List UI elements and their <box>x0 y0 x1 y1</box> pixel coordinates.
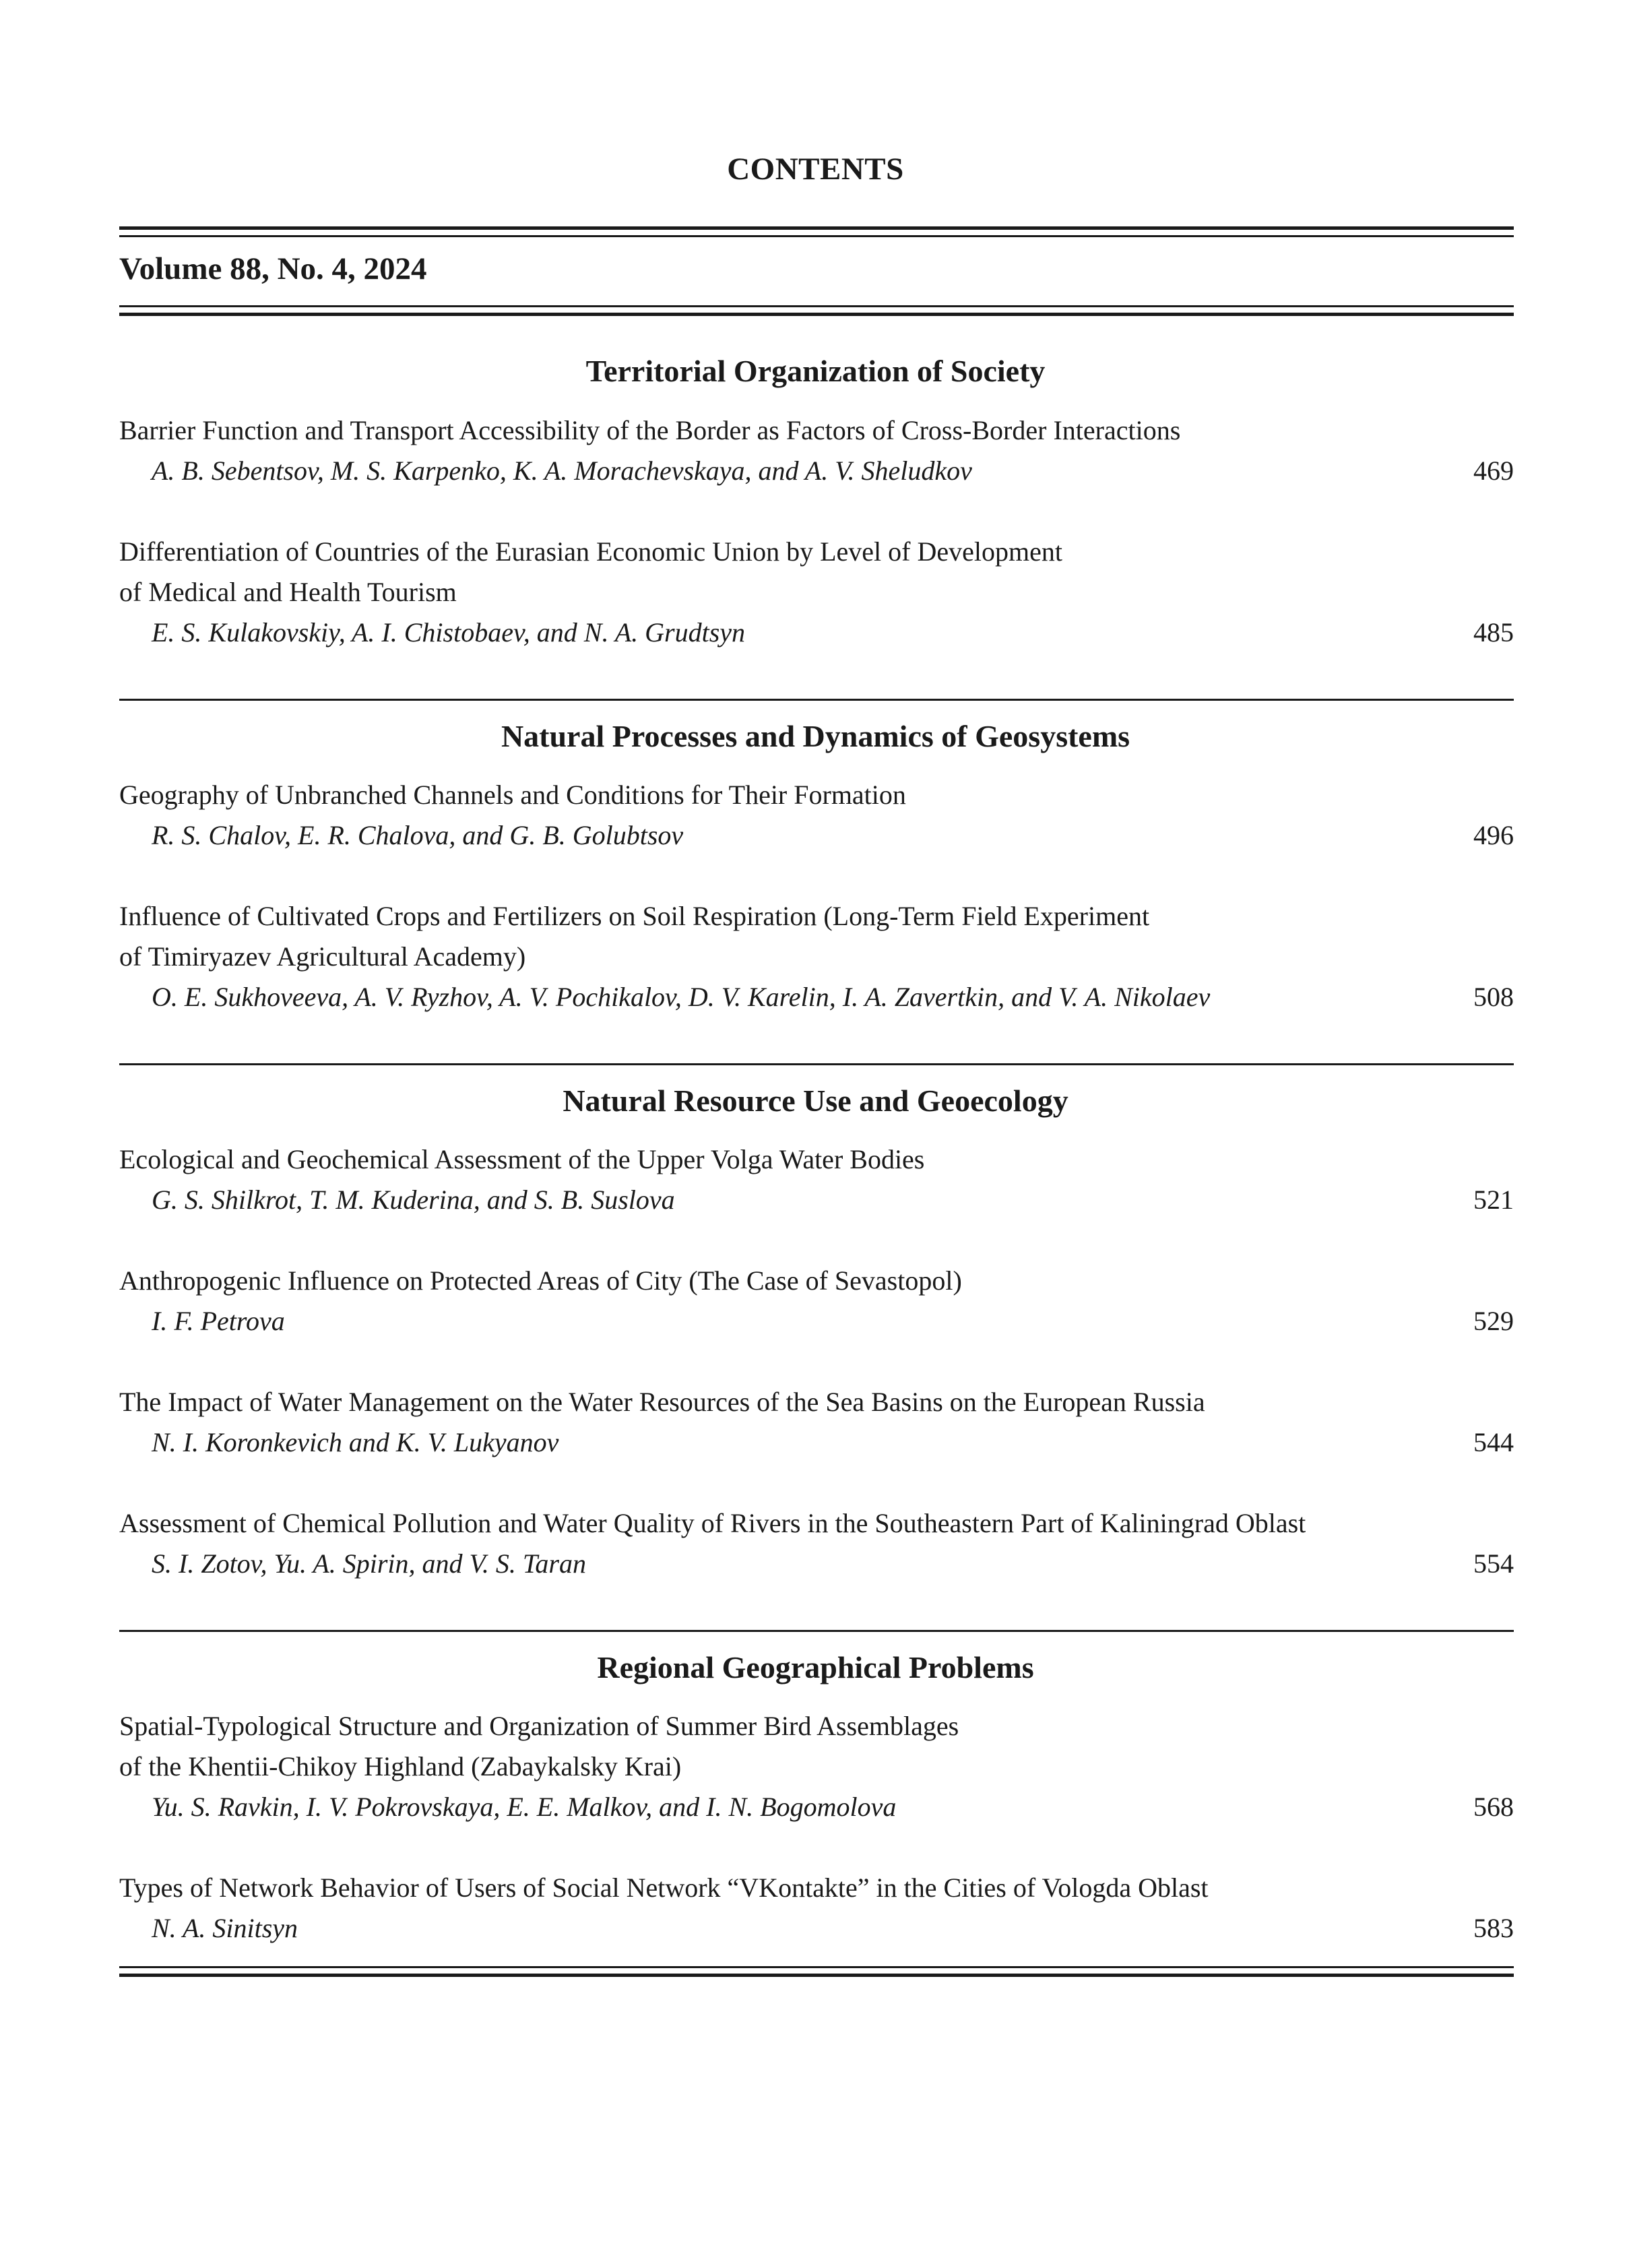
page-number: 554 <box>1473 1548 1514 1579</box>
page-title: CONTENTS <box>727 152 904 187</box>
section-heading: Natural Resource Use and Geoecology <box>563 1083 1068 1118</box>
page-number: 508 <box>1473 982 1514 1012</box>
article-authors: I. F. Petrova <box>152 1306 285 1336</box>
page-number: 485 <box>1473 617 1514 648</box>
article-title: of the Khentii-Chikoy Highland (Zabaykalsky Krai) <box>119 1751 682 1782</box>
article-title: Spatial-Typological Structure and Organization of Summer Bird Assemblages <box>119 1711 959 1741</box>
page-number: 568 <box>1473 1792 1514 1822</box>
article-title: Ecological and Geochemical Assessment of the Upper Volga Water Bodies <box>119 1144 925 1174</box>
article-authors: E. S. Kulakovskiy, A. I. Chistobaev, and N. A. Grudtsyn <box>152 617 746 648</box>
article-title: Assessment of Chemical Pollution and Water Quality of Rivers in the Southeastern Part of Kaliningrad Oblast <box>119 1508 1306 1538</box>
section-heading: Territorial Organization of Society <box>585 354 1046 388</box>
article-title: of Medical and Health Tourism <box>119 577 457 607</box>
section-heading: Natural Processes and Dynamics of Geosystems <box>501 719 1130 753</box>
divider-volume-1 <box>119 305 1514 307</box>
article-title: of Timiryazev Agricultural Academy) <box>119 941 526 972</box>
article-title: Anthropogenic Influence on Protected Areas of City (The Case of Sevastopol) <box>119 1265 962 1296</box>
article-authors: G. S. Shilkrot, T. M. Kuderina, and S. B. Suslova <box>152 1185 675 1215</box>
article-authors: N. A. Sinitsyn <box>152 1913 298 1943</box>
article-authors: N. I. Koronkevich and K. V. Lukyanov <box>152 1427 559 1457</box>
page-number: 521 <box>1473 1185 1514 1215</box>
page-number: 529 <box>1473 1306 1514 1336</box>
article-authors: Yu. S. Ravkin, I. V. Pokrovskaya, E. E. Malkov, and I. N. Bogomolova <box>152 1792 897 1822</box>
section-divider <box>119 1630 1514 1632</box>
section-divider <box>119 1063 1514 1065</box>
article-title: The Impact of Water Management on the Water Resources of the Sea Basins on the European Russia <box>119 1387 1205 1417</box>
divider-volume-2 <box>119 313 1514 316</box>
divider-top-2 <box>119 235 1514 237</box>
divider-top-1 <box>119 226 1514 230</box>
article-title: Influence of Cultivated Crops and Fertilizers on Soil Respiration (Long-Term Field Experiment <box>119 901 1150 931</box>
page-number: 583 <box>1473 1913 1514 1943</box>
page-number: 469 <box>1473 455 1514 486</box>
page-number: 496 <box>1473 820 1514 850</box>
article-authors: A. B. Sebentsov, M. S. Karpenko, K. A. Morachevskaya, and A. V. Sheludkov <box>152 455 972 486</box>
divider-bottom-2 <box>119 1974 1514 1977</box>
article-title: Barrier Function and Transport Accessibility of the Border as Factors of Cross-Border Interactions <box>119 415 1181 445</box>
article-title: Types of Network Behavior of Users of Social Network “VKontakte” in the Cities of Vologda Oblast <box>119 1872 1209 1903</box>
volume-issue: Volume 88, No. 4, 2024 <box>119 251 427 286</box>
article-authors: S. I. Zotov, Yu. A. Spirin, and V. S. Taran <box>152 1548 586 1579</box>
section-heading: Regional Geographical Problems <box>597 1650 1034 1684</box>
divider-bottom-1 <box>119 1966 1514 1968</box>
section-divider <box>119 699 1514 701</box>
page-number: 544 <box>1473 1427 1514 1457</box>
article-authors: O. E. Sukhoveeva, A. V. Ryzhov, A. V. Pochikalov, D. V. Karelin, I. A. Zavertkin, and V. A. Nikolaev <box>152 982 1211 1012</box>
article-title: Differentiation of Countries of the Eurasian Economic Union by Level of Development <box>119 536 1062 567</box>
article-title: Geography of Unbranched Channels and Conditions for Their Formation <box>119 780 906 810</box>
article-authors: R. S. Chalov, E. R. Chalova, and G. B. Golubtsov <box>152 820 684 850</box>
